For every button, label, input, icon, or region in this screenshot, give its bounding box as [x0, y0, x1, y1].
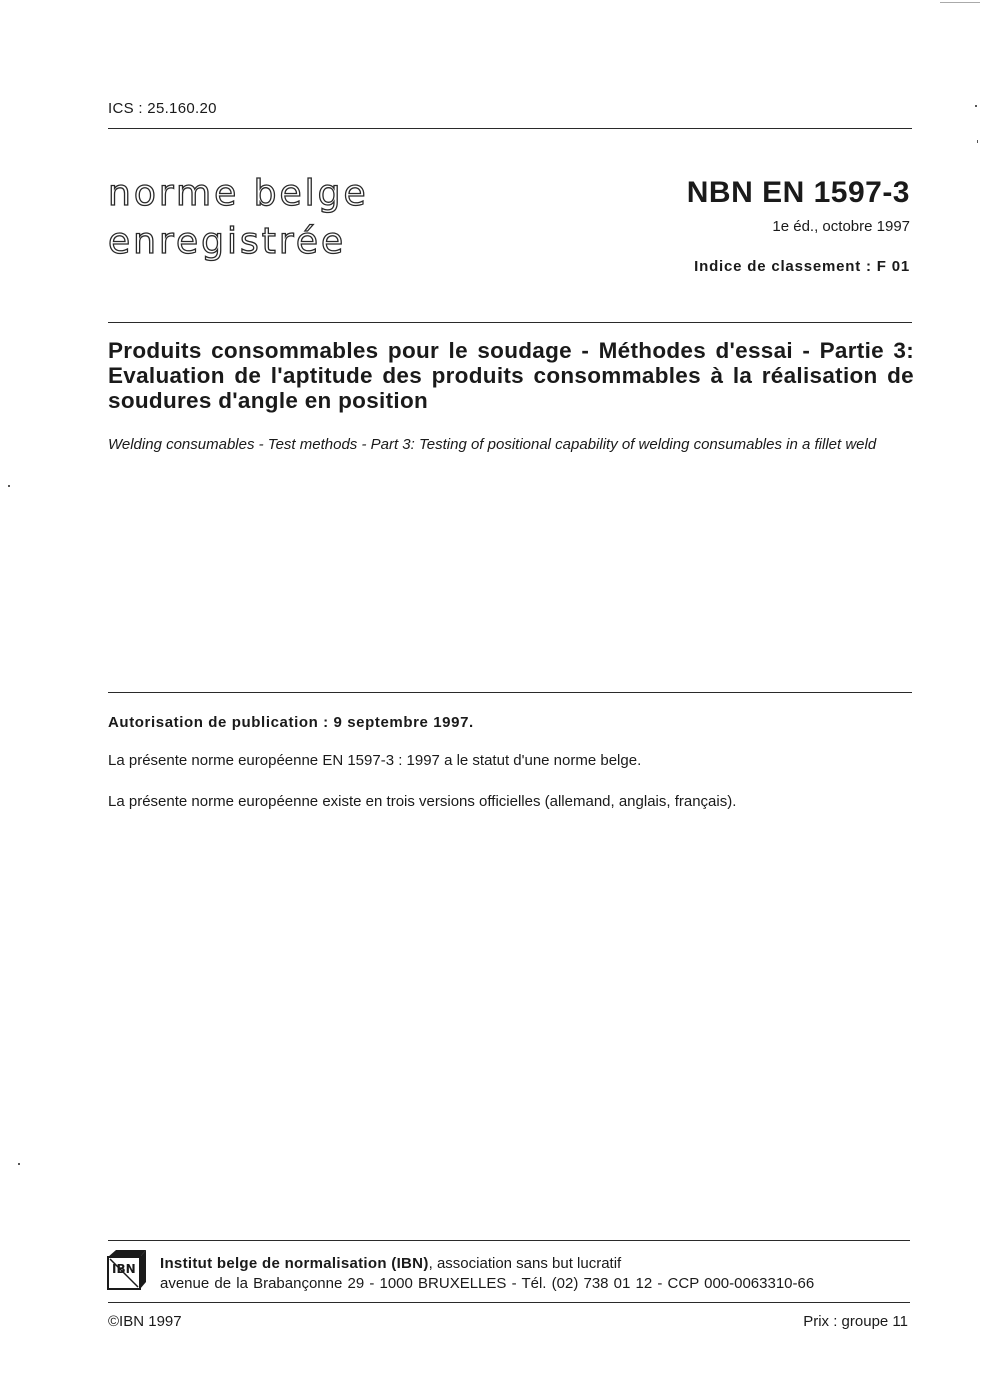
scan-speck — [8, 485, 10, 487]
publication-authorization: Autorisation de publication : 9 septembre 1997. — [108, 714, 474, 731]
edition-date: 1e éd., octobre 1997 — [772, 218, 910, 235]
scan-speck — [975, 105, 977, 107]
standard-number: NBN EN 1597-3 — [686, 176, 910, 209]
institute-name: Institut belge de normalisation (IBN) — [160, 1255, 429, 1272]
english-title: Welding consumables - Test methods - Part 3: Testing of positional capability of welding consumables in a fillet weld — [108, 436, 877, 453]
header-rule-bottom — [108, 322, 912, 323]
footer-rule-top — [108, 1240, 910, 1241]
scan-speck — [977, 140, 978, 143]
classification-index: Indice de classement : F 01 — [694, 258, 910, 275]
price-group: Prix : groupe 11 — [803, 1313, 908, 1330]
institute-line — [160, 1254, 621, 1274]
institute-description: , association sans but lucratif — [428, 1255, 622, 1272]
document-type-title-line1: norme belge — [108, 173, 369, 214]
body-rule — [108, 692, 912, 693]
logo-text: IBN — [112, 1262, 136, 1276]
header-rule-top — [108, 128, 912, 129]
versions-statement: La présente norme européenne existe en trois versions officielles (allemand, anglais, français). — [108, 793, 737, 810]
document-type-title-line2: enregistrée — [108, 221, 347, 262]
ics-code: ICS : 25.160.20 — [108, 100, 217, 117]
scan-speck — [940, 2, 980, 3]
french-title: Produits consommables pour le soudage - Méthodes d'essai - Partie 3: Evaluation de l'aptitude des produits consommables à la réalisation de soudures d'angle en position — [108, 338, 914, 413]
footer-rule-bottom — [108, 1302, 910, 1303]
status-statement: La présente norme européenne EN 1597-3 : 1997 a le statut d'une norme belge. — [108, 752, 642, 769]
ibn-logo-icon — [106, 1249, 148, 1291]
copyright: ©IBN 1997 — [108, 1313, 182, 1330]
scan-speck — [18, 1163, 20, 1165]
institute-address: avenue de la Brabançonne 29 - 1000 BRUXELLES - Tél. (02) 738 01 12 - CCP 000-0063310-66 — [160, 1275, 815, 1292]
